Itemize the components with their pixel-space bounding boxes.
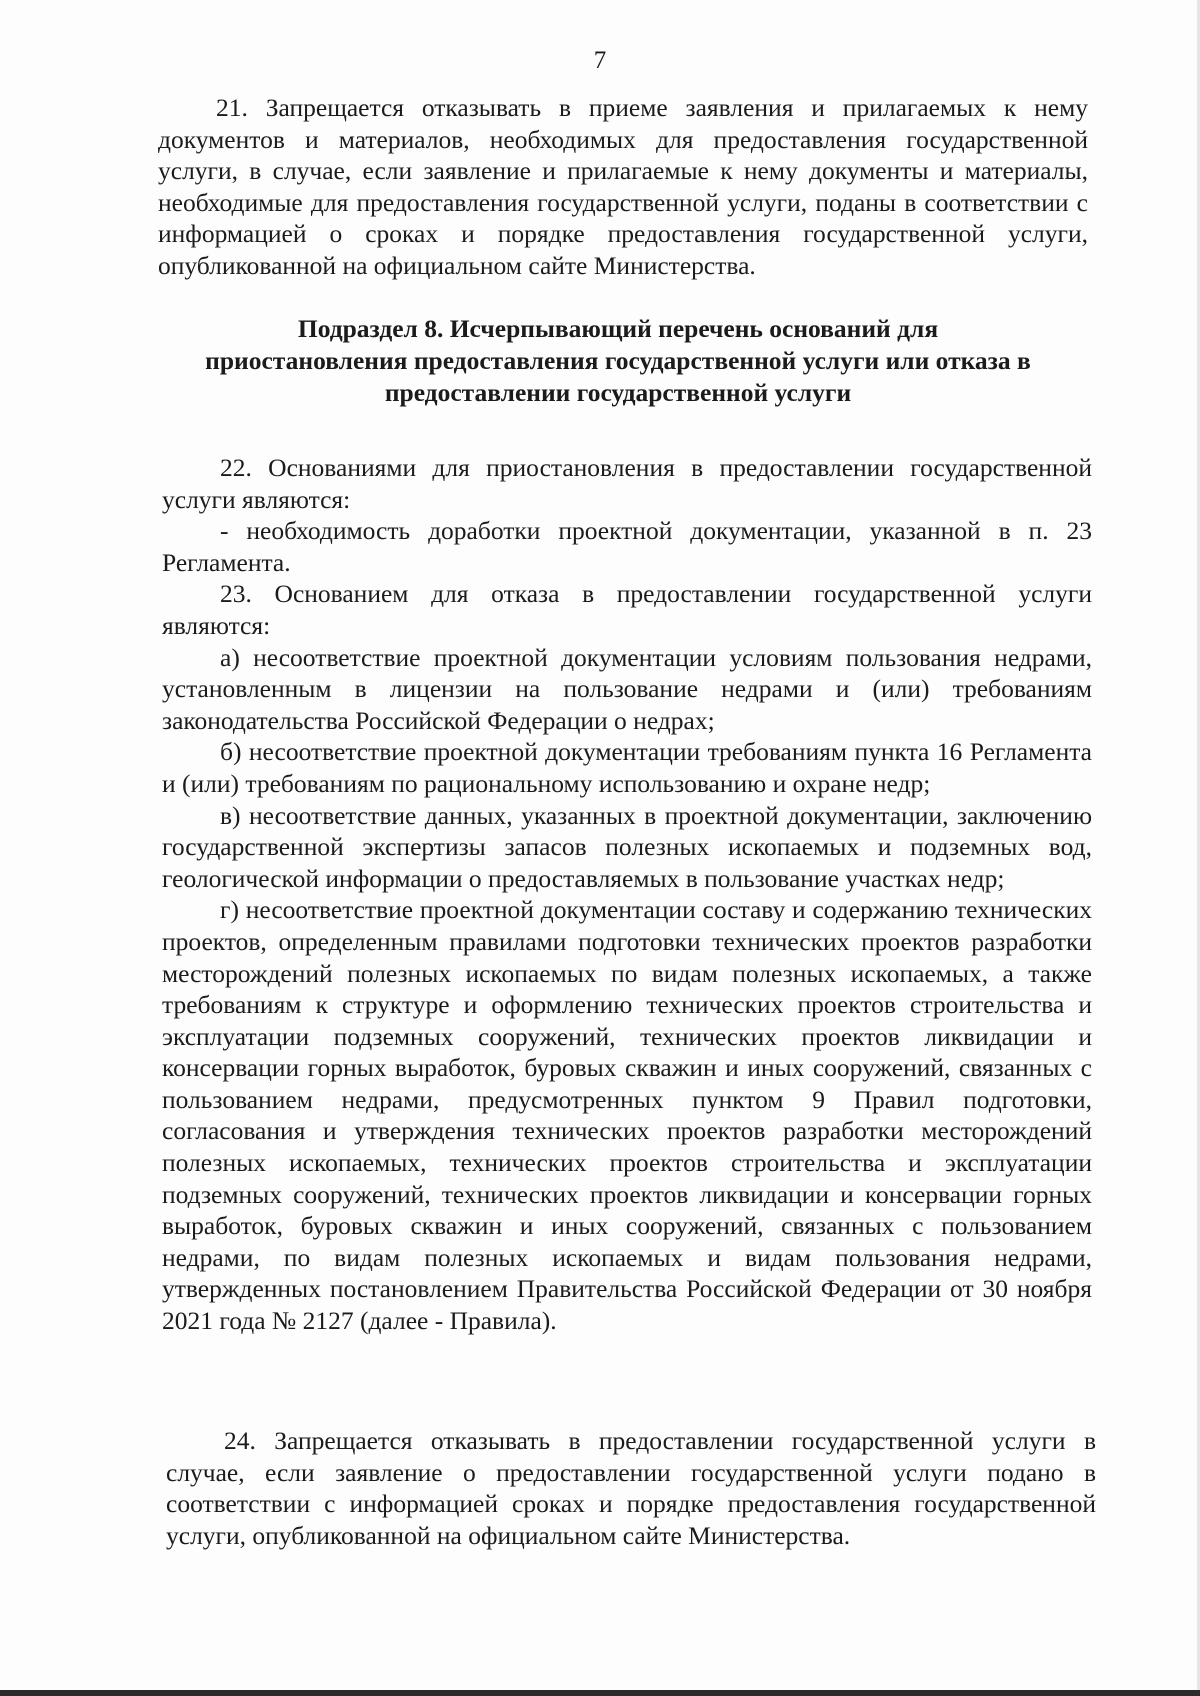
clause-21-block	[158, 92, 1088, 282]
paragraph-23-b: б) несоответствие проектной документации требованиям пункта 16 Регламента и (или) требованиям по рациональному использованию и охране недр;	[162, 737, 1092, 798]
paragraph-22-item: - необходимость доработки проектной документации, указанной в п. 23 Регламента.	[162, 516, 1092, 577]
paragraph-23: 23. Основанием для отказа в предоставлении государственной услуги являются:	[162, 579, 1092, 640]
paragraph-22: 22. Основаниями для приостановления в предоставлении государственной услуги являются:	[162, 453, 1092, 514]
scan-edge-bottom	[0, 1690, 1200, 1696]
paragraph-23-a: а) несоответствие проектной документации условиям пользования недрами, установленным в лицензии на пользование недрами и (или) требованиям законодательства Российской Федерации о недрах;	[162, 642, 1092, 735]
clauses-22-23-block	[162, 452, 1092, 1337]
heading-line-3: предоставлении государственной услуги	[384, 378, 852, 407]
clause-24-block	[166, 1425, 1096, 1551]
paragraph-23-v: в) несоответствие данных, указанных в проектной документации, заключению государственной экспертизы запасов полезных ископаемых и подземных вод, геологической информации о предоставляемых в пользование участках недр;	[162, 800, 1092, 893]
heading-line-1: Подраздел 8. Исчерпывающий перечень оснований для	[297, 314, 939, 343]
paragraph-21: 21. Запрещается отказывать в приеме заявления и прилагаемых к нему документов и материалов, необходимых для предоставления государственной услуги, в случае, если заявление и прилагаемые к нему документы и материалы, необходимые для предоставления государственной услуги, поданы в соответствии с информацией о сроках и порядке предоставления государственной услуги, опубликованной на официальном сайте Министерства.	[158, 93, 1088, 280]
heading-line-2: приостановления предоставления государственной услуги или отказа в	[205, 346, 1031, 375]
page-number: 7	[593, 47, 607, 74]
subsection-heading	[168, 313, 1068, 409]
paragraph-24: 24. Запрещается отказывать в предоставлении государственной услуги в случае, если заявление о предоставлении государственной услуги подано в соответствии с информацией сроках и порядке предоставления государственной услуги, опубликованной на официальном сайте Министерства.	[166, 1426, 1096, 1550]
paragraph-23-g: г) несоответствие проектной документации составу и содержанию технических проектов, определенным правилами подготовки технических проектов разработки месторождений полезных ископаемых по видам полезных ископаемых, а также требованиям к структуре и оформлению технических проектов строительства и эксплуатации подземных сооружений, технических проектов ликвидации и консервации горных выработок, буровых скважин и иных сооружений, связанных с пользованием недрами, предусмотренных пунктом 9 Правил подготовки, согласования и утверждения технических проектов разработки месторождений полезных ископаемых, технических проектов строительства и эксплуатации подземных сооружений, технических проектов ликвидации и консервации горных выработок, буровых скважин и иных сооружений, связанных с пользованием недрами, по видам полезных ископаемых и видам пользования недрами, утвержденных постановлением Правительства Российской Федерации от 30 ноября 2021 года № 2127 (далее - Правила).	[162, 895, 1092, 1336]
